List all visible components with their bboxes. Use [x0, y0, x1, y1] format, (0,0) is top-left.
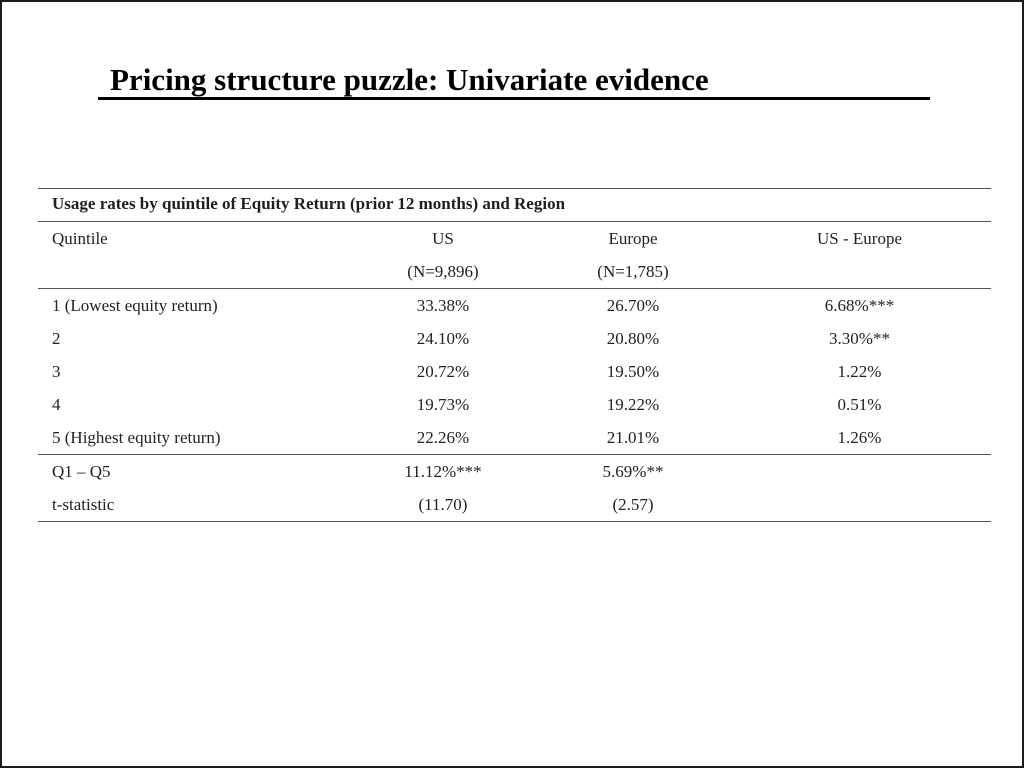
row-europe-value: 20.80%	[606, 328, 660, 348]
header-quintile: Quintile	[52, 228, 108, 248]
summary-diff-value	[728, 455, 991, 489]
header-europe: Europe	[608, 228, 658, 248]
row-europe-value: 26.70%	[606, 295, 660, 315]
summary-row-q1-q5	[38, 455, 991, 489]
summary-label: t-statistic	[38, 488, 348, 522]
row-europe-value: 19.50%	[606, 361, 660, 381]
row-us-value: 24.10%	[416, 328, 470, 348]
row-diff-value: 1.22%	[837, 361, 882, 381]
header-n-row	[38, 255, 991, 289]
table-row	[38, 289, 991, 323]
title-underline-bar	[98, 60, 930, 100]
summary-us-value: (11.70)	[348, 488, 538, 522]
summary-europe-value: (2.57)	[538, 488, 728, 522]
header-blank	[38, 255, 348, 289]
header-us-minus-europe: US - Europe	[817, 228, 902, 248]
header-row	[38, 222, 991, 255]
row-diff-value: 1.26%	[728, 421, 991, 455]
results-table	[38, 188, 991, 522]
summary-row-t-statistic	[38, 488, 991, 522]
table-row	[38, 388, 991, 421]
header-us-n: (N=9,896)	[348, 255, 538, 289]
row-diff-value: 6.68%***	[824, 295, 895, 315]
table-row	[38, 421, 991, 455]
row-us-value: 22.26%	[348, 421, 538, 455]
row-label: 5 (Highest equity return)	[38, 421, 348, 455]
row-label: 2	[52, 328, 61, 348]
summary-label: Q1 – Q5	[52, 461, 111, 481]
row-label: 3	[52, 361, 61, 381]
summary-diff-value	[728, 488, 991, 522]
header-blank-diff	[728, 255, 991, 289]
summary-us-value: 11.12%***	[404, 461, 482, 481]
row-diff-value: 0.51%	[837, 394, 882, 414]
table-caption: Usage rates by quintile of Equity Return (prior 12 months) and Region	[38, 188, 991, 222]
row-europe-value: 21.01%	[538, 421, 728, 455]
row-europe-value: 19.22%	[606, 394, 660, 414]
row-label: 4	[52, 394, 61, 414]
slide-title: Pricing structure puzzle: Univariate evidence	[110, 62, 709, 97]
row-us-value: 33.38%	[416, 295, 470, 315]
usage-rates-table	[38, 222, 991, 522]
table-row	[38, 322, 991, 355]
summary-europe-value: 5.69%**	[602, 461, 664, 481]
row-diff-value: 3.30%**	[829, 328, 890, 348]
row-label: 1 (Lowest equity return)	[52, 295, 218, 315]
header-us: US	[432, 228, 454, 248]
table-row	[38, 355, 991, 388]
row-us-value: 19.73%	[416, 394, 470, 414]
row-us-value: 20.72%	[416, 361, 470, 381]
header-europe-n: (N=1,785)	[538, 255, 728, 289]
